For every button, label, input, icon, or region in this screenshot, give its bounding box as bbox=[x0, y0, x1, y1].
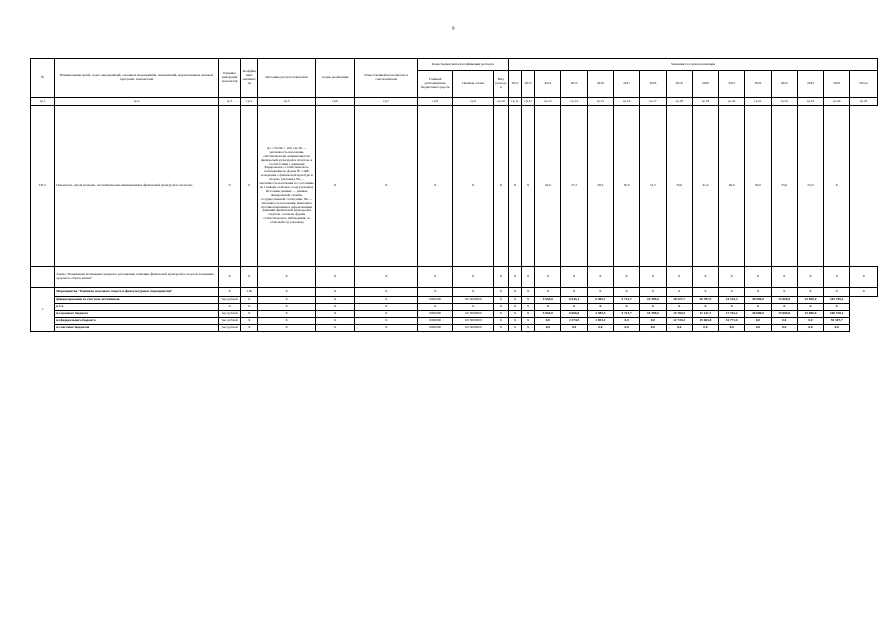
finance-value: 0,0 bbox=[535, 325, 561, 332]
finance-value: 0,0 bbox=[745, 325, 771, 332]
header-year: 2018 bbox=[640, 71, 666, 98]
header-year: 2023 bbox=[771, 71, 797, 98]
indicator-value: 24,0 bbox=[535, 106, 561, 267]
finance-value: 0,0 bbox=[692, 325, 718, 332]
finance-cell: 0000000 bbox=[418, 325, 453, 332]
indicator-value: 33,0 bbox=[666, 106, 692, 267]
header-year: 2013 bbox=[522, 71, 535, 98]
finance-cell: X bbox=[241, 325, 258, 332]
finance-cell: X bbox=[241, 297, 258, 304]
indicator-coef: 0 bbox=[241, 106, 258, 267]
col-number: гр.6 bbox=[315, 98, 354, 106]
indicator-value: 41,0 bbox=[692, 106, 718, 267]
finance-cell: X bbox=[508, 304, 521, 311]
col-number: гр.21 bbox=[745, 98, 771, 106]
finance-value: 24 145,3 bbox=[719, 297, 745, 304]
finance-value: 0,0 bbox=[824, 325, 850, 332]
event-cell: X bbox=[666, 288, 692, 297]
task-cell: X bbox=[535, 267, 561, 288]
finance-value: 0,0 bbox=[535, 318, 561, 325]
finance-value: 15 000,0 bbox=[771, 297, 797, 304]
col-number: гр.18 bbox=[666, 98, 692, 106]
col-number: гр.10 bbox=[493, 98, 508, 106]
finance-value: 4 585,5 bbox=[587, 311, 613, 318]
finance-cell: X bbox=[522, 304, 535, 311]
header-row-1 bbox=[31, 59, 878, 71]
finance-value: 12 743,2 bbox=[666, 318, 692, 325]
finance-cell: X bbox=[258, 311, 316, 318]
indicator-executor: X bbox=[355, 106, 418, 267]
event-cell: X bbox=[355, 288, 418, 297]
finance-cell: X bbox=[218, 304, 240, 311]
finance-value: X bbox=[771, 304, 797, 311]
finance-cell: X bbox=[315, 304, 354, 311]
col-number: гр.22 bbox=[771, 98, 797, 106]
finance-value: 10 399,0 bbox=[640, 297, 666, 304]
header-executor: Ответственный исполнитель и соисполнители bbox=[355, 59, 418, 98]
finance-cell: 1015000000 bbox=[453, 297, 493, 304]
finance-cell: X bbox=[522, 311, 535, 318]
finance-cell: X bbox=[258, 297, 316, 304]
header-year: 2020 bbox=[692, 71, 718, 98]
task-cell: X bbox=[824, 267, 850, 288]
finance-cell: X bbox=[522, 318, 535, 325]
column-numbers-row bbox=[31, 98, 878, 106]
finance-cell: X bbox=[258, 304, 316, 311]
finance-row bbox=[31, 325, 878, 332]
header-values-title: Значения по годам реализации bbox=[508, 59, 877, 71]
event-cell: X bbox=[719, 288, 745, 297]
finance-value: 1 853,2 bbox=[587, 318, 613, 325]
indicator-value: 46,0 bbox=[719, 106, 745, 267]
col-number: гр.20 bbox=[719, 98, 745, 106]
indicator-row bbox=[31, 106, 878, 267]
finance-value: 15 000,0 bbox=[797, 297, 823, 304]
finance-value: 15 784,5 bbox=[666, 311, 692, 318]
task-cell: X bbox=[218, 267, 240, 288]
indicator-cell: X bbox=[418, 106, 453, 267]
finance-cell: X bbox=[355, 318, 418, 325]
header-year: 2024 bbox=[797, 71, 823, 98]
finance-cell: X bbox=[258, 325, 316, 332]
task-cell: X bbox=[508, 267, 521, 288]
finance-value: X bbox=[561, 304, 587, 311]
col-number: гр.13 bbox=[535, 98, 561, 106]
header-year: 2022 bbox=[745, 71, 771, 98]
col-number: гр.9 bbox=[453, 98, 493, 106]
finance-value: 6 465,7 bbox=[587, 297, 613, 304]
finance-value: X bbox=[797, 304, 823, 311]
finance-value: 0,0 bbox=[771, 325, 797, 332]
finance-cell: X bbox=[508, 325, 521, 332]
header-year: 2014 bbox=[535, 71, 561, 98]
header-year: 2015 bbox=[561, 71, 587, 98]
finance-cell: X bbox=[508, 311, 521, 318]
col-number: гр.12 bbox=[522, 98, 535, 106]
col-number: гр.3 bbox=[218, 98, 240, 106]
finance-value: 5 721,7 bbox=[614, 297, 640, 304]
finance-value: X bbox=[666, 304, 692, 311]
finance-value: 0,0 bbox=[561, 325, 587, 332]
task-cell: X bbox=[355, 267, 418, 288]
header-year: 2017 bbox=[614, 71, 640, 98]
finance-cell: тыс.рублей bbox=[218, 311, 240, 318]
finance-cell: X bbox=[355, 325, 418, 332]
indicator-value: 30,0 bbox=[614, 106, 640, 267]
task-cell: X bbox=[745, 267, 771, 288]
finance-cell: 1015000000 bbox=[453, 318, 493, 325]
event-cell: X bbox=[522, 288, 535, 297]
task-cell: X bbox=[850, 267, 878, 288]
finance-cell: тыс.рублей bbox=[218, 318, 240, 325]
finance-value: X bbox=[692, 304, 718, 311]
indicator-deadline: X bbox=[315, 106, 354, 267]
finance-cell: X bbox=[493, 318, 508, 325]
header-coef: Коэффициент значимости bbox=[241, 59, 258, 98]
finance-cell: X bbox=[241, 311, 258, 318]
event-cell: X bbox=[561, 288, 587, 297]
finance-cell: 0000000 bbox=[418, 318, 453, 325]
finance-cell: X bbox=[355, 304, 418, 311]
task-cell: X bbox=[666, 267, 692, 288]
header-method: Методика расчета показателя bbox=[258, 59, 316, 98]
task-cell: X bbox=[719, 267, 745, 288]
finance-value: X bbox=[745, 304, 771, 311]
col-number: гр.5 bbox=[258, 98, 316, 106]
header-kbk: Коды бюджетной классификации расходов bbox=[418, 59, 509, 71]
indicator-value: 28,3 bbox=[587, 106, 613, 267]
finance-row bbox=[31, 318, 878, 325]
indicator-cell: X bbox=[522, 106, 535, 267]
finance-cell: X bbox=[315, 297, 354, 304]
finance-value: 0,0 bbox=[666, 325, 692, 332]
finance-value: X bbox=[719, 304, 745, 311]
header-total: Итого bbox=[850, 71, 878, 98]
finance-value: 11 121,7 bbox=[692, 311, 718, 318]
header-year: 2012 bbox=[508, 71, 521, 98]
finance-cell: 1015000000 bbox=[453, 311, 493, 318]
indicator-value: X bbox=[824, 106, 850, 267]
header-kbk-grbs: Главный распорядитель бюджетных средств bbox=[418, 71, 453, 98]
event-title-row bbox=[31, 288, 878, 297]
finance-value: 20 787,5 bbox=[692, 297, 718, 304]
col-number: гр.4 bbox=[241, 98, 258, 106]
event-title: Мероприятие "Развитие массового спорта и физкультурных мероприятий" bbox=[55, 288, 219, 297]
finance-value: 0,0 bbox=[797, 318, 823, 325]
task-cell: X bbox=[493, 267, 508, 288]
finance-value: 0,0 bbox=[771, 318, 797, 325]
task-cell: X bbox=[258, 267, 316, 288]
finance-value: 5 954,0 bbox=[535, 311, 561, 318]
event-cell: X bbox=[614, 288, 640, 297]
col-number: гр.16 bbox=[614, 98, 640, 106]
finance-value: 0,0 bbox=[614, 318, 640, 325]
finance-row-label: из федерального бюджета bbox=[55, 318, 219, 325]
task-row bbox=[31, 267, 878, 288]
header-kbk-type: Вид расходов bbox=[493, 71, 508, 98]
task-cell: X bbox=[561, 267, 587, 288]
event-cell: X bbox=[745, 288, 771, 297]
finance-value: 19 665,8 bbox=[692, 318, 718, 325]
col-number: гр.11 bbox=[508, 98, 521, 106]
finance-value: 15 000,0 bbox=[771, 311, 797, 318]
col-number: гр.8 bbox=[418, 98, 453, 106]
col-number: гр.25 bbox=[850, 98, 878, 106]
finance-value: 160 578,1 bbox=[824, 311, 850, 318]
finance-cell: 0000000 bbox=[418, 311, 453, 318]
event-cell: X bbox=[493, 288, 508, 297]
finance-value: 0,0 bbox=[614, 325, 640, 332]
finance-value: 0,0 bbox=[719, 325, 745, 332]
finance-row bbox=[31, 311, 878, 318]
header-year: 2016 bbox=[587, 71, 613, 98]
col-number: гр.2 bbox=[55, 98, 219, 106]
col-number: гр.24 bbox=[824, 98, 850, 106]
header-year: 2021 bbox=[719, 71, 745, 98]
finance-cell: X bbox=[315, 325, 354, 332]
col-number: гр.1 bbox=[31, 98, 55, 106]
event-cell: X bbox=[535, 288, 561, 297]
finance-cell: тыс.рублей bbox=[218, 325, 240, 332]
event-cell: X bbox=[850, 288, 878, 297]
finance-value: 5 954,0 bbox=[535, 297, 561, 304]
header-year: 2025 bbox=[824, 71, 850, 98]
indicator-value: 55,0 bbox=[797, 106, 823, 267]
finance-cell: X bbox=[315, 318, 354, 325]
event-num: 1 bbox=[31, 288, 55, 332]
finance-value: X bbox=[535, 304, 561, 311]
indicator-value: 55,0 bbox=[771, 106, 797, 267]
finance-value: X bbox=[587, 304, 613, 311]
finance-cell: X bbox=[418, 304, 453, 311]
col-number: гр.15 bbox=[587, 98, 613, 106]
col-number: гр.14 bbox=[561, 98, 587, 106]
finance-cell: тыс.рублей bbox=[218, 297, 240, 304]
finance-cell: X bbox=[522, 297, 535, 304]
finance-row-label: из местных бюджетов bbox=[55, 325, 219, 332]
finance-value: 55 307,7 bbox=[824, 318, 850, 325]
finance-value: 28 527,7 bbox=[666, 297, 692, 304]
indicator-num: ПЗ 2 bbox=[31, 106, 55, 267]
event-cell: X bbox=[587, 288, 613, 297]
indicator-value: 27,2 bbox=[561, 106, 587, 267]
event-cell: 1,00 bbox=[241, 288, 258, 297]
finance-cell: 1015000000 bbox=[453, 325, 493, 332]
finance-row-label: из краевого бюджета bbox=[55, 311, 219, 318]
event-cell: X bbox=[218, 288, 240, 297]
event-cell: X bbox=[508, 288, 521, 297]
finance-value: 183 785,1 bbox=[824, 297, 850, 304]
task-cell: X bbox=[587, 267, 613, 288]
finance-value: X bbox=[640, 304, 666, 311]
finance-value: 6 545,1 bbox=[561, 297, 587, 304]
col-number: гр.17 bbox=[640, 98, 666, 106]
task-cell: X bbox=[640, 267, 666, 288]
indicator-method: Дз = Чз/Чн × 100, где Чз — численность населения, систематически занимающегося физической культурой и спортом, в соответствии с данными федерального статистического наблюдения по форме № 1-ФК «Сведения о физической культуре и спорте» (человек), Чн — численность населения по состоянию на 1 января отчетного года (человек). Источник данных — данные Федеральной службы государственной статистики. Чн — численность населения, имеющего противопоказания к определенным занятиям физической культурой и спортом, согласно формы статистического наблюдения, за отчетный год (человек) bbox=[258, 106, 316, 267]
task-name: Задача "Повышение мотивации граждан к регулярным занятиям физической культурой и спортом и ведению здорового образа жизни" bbox=[55, 267, 219, 288]
indicator-value: 31,5 bbox=[640, 106, 666, 267]
task-cell: X bbox=[797, 267, 823, 288]
finance-value: 6 066,0 bbox=[561, 311, 587, 318]
finance-cell: X bbox=[258, 318, 316, 325]
indicator-cell: X bbox=[453, 106, 493, 267]
finance-cell: X bbox=[355, 297, 418, 304]
finance-cell: X bbox=[241, 304, 258, 311]
finance-value: 0,0 bbox=[797, 325, 823, 332]
col-number: гр.23 bbox=[797, 98, 823, 106]
col-number: гр.7 bbox=[355, 98, 418, 106]
finance-cell: X bbox=[508, 297, 521, 304]
task-cell: X bbox=[241, 267, 258, 288]
task-cell: X bbox=[614, 267, 640, 288]
event-cell: X bbox=[315, 288, 354, 297]
finance-value: 0,0 bbox=[640, 325, 666, 332]
finance-row bbox=[31, 304, 878, 311]
finance-value: 0,0 bbox=[640, 318, 666, 325]
header-year: 2019 bbox=[666, 71, 692, 98]
task-cell: X bbox=[692, 267, 718, 288]
header-num: № bbox=[31, 59, 55, 98]
finance-cell: X bbox=[493, 325, 508, 332]
header-deadline: Сроки реализации bbox=[315, 59, 354, 98]
finance-cell: X bbox=[493, 311, 508, 318]
finance-value: 40 000,0 bbox=[745, 297, 771, 304]
event-cell: X bbox=[771, 288, 797, 297]
finance-value: 16 771,0 bbox=[719, 318, 745, 325]
indicator-value: 50,0 bbox=[745, 106, 771, 267]
finance-cell: X bbox=[355, 311, 418, 318]
task-num bbox=[31, 267, 55, 288]
task-cell: X bbox=[453, 267, 493, 288]
event-cell: X bbox=[692, 288, 718, 297]
indicator-cell: X bbox=[508, 106, 521, 267]
finance-cell: X bbox=[241, 318, 258, 325]
finance-cell: X bbox=[522, 325, 535, 332]
finance-cell: X bbox=[493, 297, 508, 304]
header-kbk-target: Целевая статья bbox=[453, 71, 493, 98]
header-name: Наименование целей, задач, мероприятий, основных мероприятий, направлений, ведомственных целевых программ, показателей bbox=[55, 59, 219, 98]
task-cell: X bbox=[522, 267, 535, 288]
finance-value: X bbox=[824, 304, 850, 311]
event-cell: X bbox=[824, 288, 850, 297]
finance-cell: 0000000 bbox=[418, 297, 453, 304]
finance-value: 15 000,0 bbox=[797, 311, 823, 318]
finance-row-label: в т.ч. bbox=[55, 304, 219, 311]
finance-cell: X bbox=[493, 304, 508, 311]
finance-row bbox=[31, 297, 878, 304]
finance-cell: X bbox=[315, 311, 354, 318]
finance-value: 10 399,0 bbox=[640, 311, 666, 318]
task-cell: X bbox=[315, 267, 354, 288]
finance-value: X bbox=[614, 304, 640, 311]
finance-cell: X bbox=[508, 318, 521, 325]
program-table bbox=[30, 58, 878, 332]
finance-value: 5 721,7 bbox=[614, 311, 640, 318]
task-cell: X bbox=[418, 267, 453, 288]
event-cell: X bbox=[453, 288, 493, 297]
event-cell: X bbox=[258, 288, 316, 297]
event-cell: X bbox=[418, 288, 453, 297]
indicator-cell: X bbox=[493, 106, 508, 267]
finance-value: 2 274,5 bbox=[561, 318, 587, 325]
finance-value: 40 000,0 bbox=[745, 311, 771, 318]
indicator-unit: % bbox=[218, 106, 240, 267]
header-unit: Единица измерения показателя bbox=[218, 59, 240, 98]
event-cell: X bbox=[640, 288, 666, 297]
finance-cell: X bbox=[453, 304, 493, 311]
col-number: гр.19 bbox=[692, 98, 718, 106]
task-cell: X bbox=[771, 267, 797, 288]
indicator-name: Показатель «Доля граждан, систематически занимающихся физической культурой и спортом» bbox=[55, 106, 219, 267]
finance-row-label: финансирование за счет всех источников bbox=[55, 297, 219, 304]
finance-value: 17 742,2 bbox=[719, 311, 745, 318]
finance-value: 0,0 bbox=[587, 325, 613, 332]
page-number: 9 bbox=[452, 27, 455, 32]
event-cell: X bbox=[797, 288, 823, 297]
finance-value: 0,0 bbox=[745, 318, 771, 325]
